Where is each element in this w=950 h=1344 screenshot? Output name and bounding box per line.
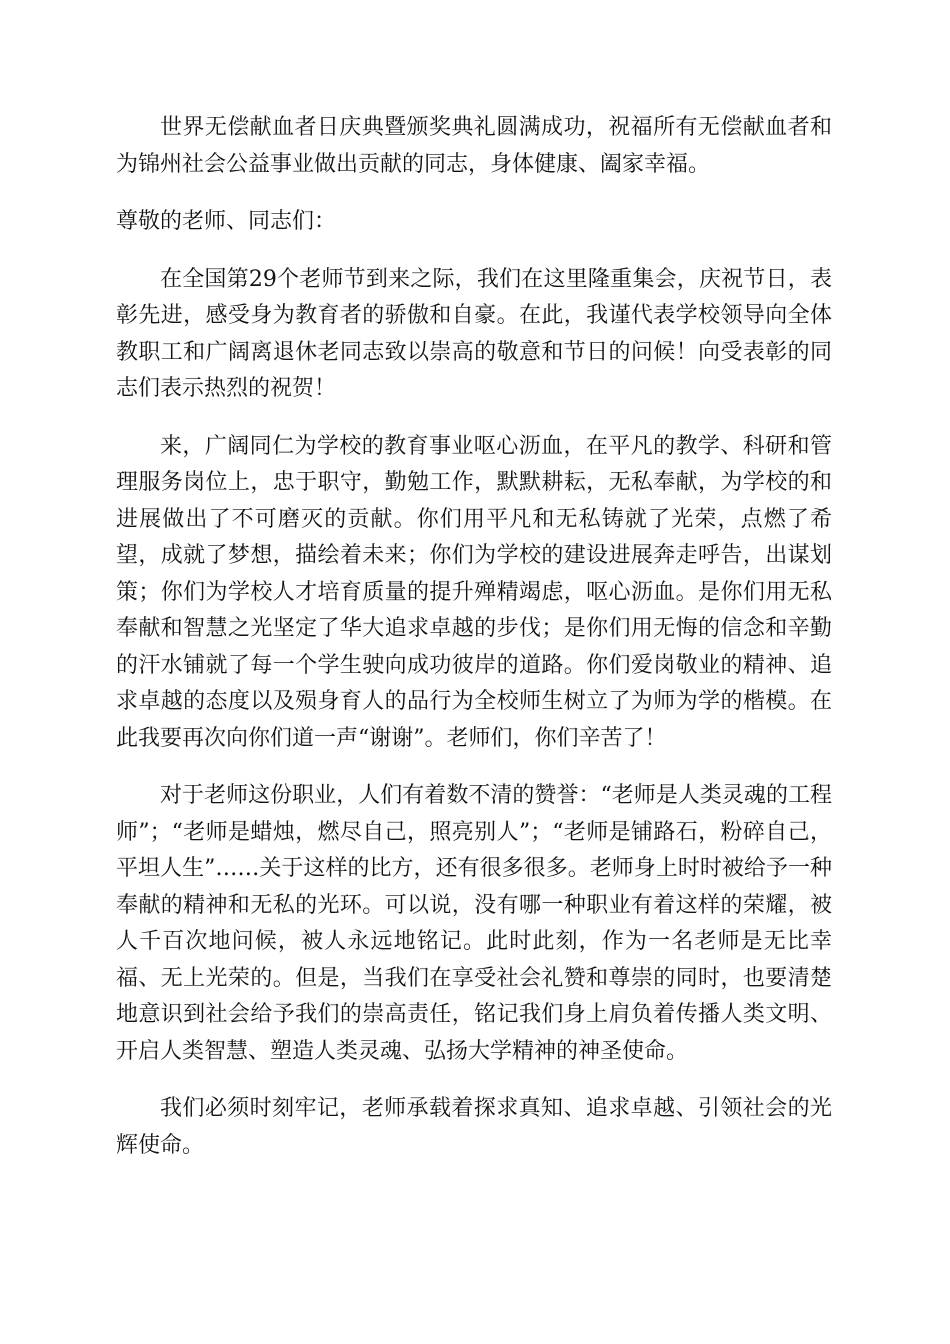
paragraph-mission: 我们必须时刻牢记，老师承载着探求真知、追求卓越、引领社会的光辉使命。: [116, 1096, 832, 1158]
document-body: [116, 110, 832, 1185]
paragraph-blessing: 世界无偿献血者日庆典暨颁奖典礼圆满成功，祝福所有无偿献血者和为锦州社会公益事业做出贡献的同志，身体健康、阖家幸福。: [116, 115, 832, 177]
paragraph-dedication: 来，广阔同仁为学校的教育事业呕心沥血，在平凡的教学、科研和管理服务岗位上，忠于职守，勤勉工作，默默耕耘，无私奉献，为学校的和进展做出了不可磨灭的贡献。你们用平凡和无私铸就了光荣，点燃了希望，成就了梦想，描绘着未来；你们为学校的建设进展奔走呼告，出谋划策；你们为学校人才培育质量的提升殚精竭虑，呕心沥血。是你们用无私奉献和智慧之光坚定了华大追求卓越的步伐；是你们用无悔的信念和辛勤的汗水铺就了每一个学生驶向成功彼岸的道路。你们爱岗敬业的精神、追求卓越的态度以及殒身育人的品行为全校师生树立了为师为学的楷模。在此我要再次向你们道一声“谢谢”。老师们，你们辛苦了！: [116, 433, 832, 751]
paragraph-salutation: 尊敬的老师、同志们：: [116, 209, 337, 234]
paragraph-opening: 在全国第29个老师节到来之际，我们在这里隆重集会，庆祝节日，表彰先进，感受身为教育者的骄傲和自豪。在此，我谨代表学校领导向全体教职工和广阔离退休老同志致以崇高的敬意和节日的问候！向受表彰的同志们表示热烈的祝贺！: [116, 266, 832, 401]
paragraph-praise: 对于老师这份职业，人们有着数不清的赞誉：“老师是人类灵魂的工程师”；“老师是蜡烛，燃尽自己，照亮别人”；“老师是铺路石，粉碎自己，平坦人生”……关于这样的比方，还有很多很多。老师身上时时被给予一种奉献的精神和无私的光环。可以说，没有哪一种职业有着这样的荣耀，被人千百次地问候，被人永远地铭记。此时此刻，作为一名老师是无比幸福、无上光荣的。但是，当我们在享受社会礼赞和尊崇的同时，也要清楚地意识到社会给予我们的崇高责任，铭记我们身上肩负着传播人类文明、开启人类智慧、塑造人类灵魂、弘扬大学精神的神圣使命。: [116, 783, 832, 1064]
